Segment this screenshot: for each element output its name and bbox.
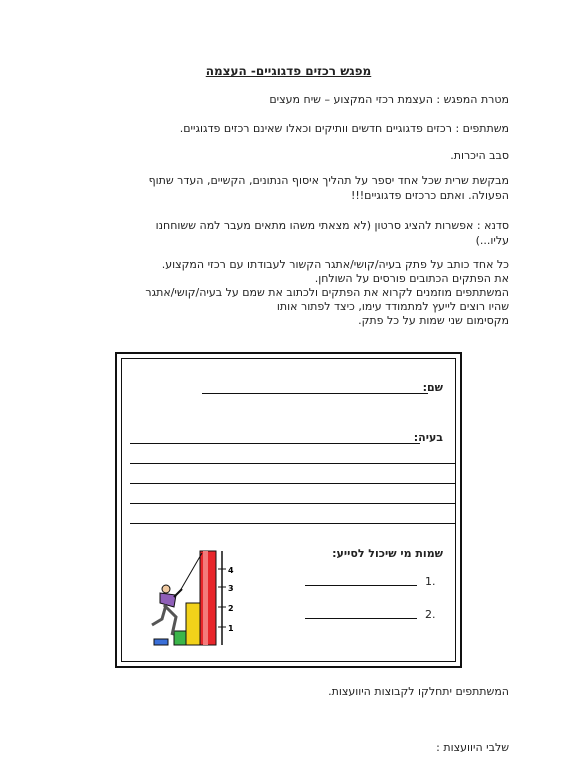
problem-line-5[interactable] bbox=[130, 523, 456, 524]
request-line-2: הפעולה. ואתם כרכזים פדגוגיים!!! bbox=[350, 189, 509, 202]
request-line-1: מבקשת שרית שכל אחד יספר על תהליך איסוף הנתונים, הקשיים, העדר שתוף bbox=[148, 174, 509, 187]
climber-bar-chart-illustration bbox=[142, 545, 252, 647]
helper-line-1[interactable] bbox=[305, 585, 417, 586]
problem-line-3[interactable] bbox=[130, 483, 456, 484]
name-line[interactable] bbox=[202, 393, 428, 394]
scale-label-2: 2 bbox=[228, 604, 234, 613]
scale-label-1: 1 bbox=[228, 624, 234, 633]
helper-number-1: 1. bbox=[425, 575, 436, 588]
paint-bucket-icon bbox=[154, 639, 168, 645]
consultation-stages: שלבי היוועצות : bbox=[436, 741, 509, 754]
yellow-bar bbox=[186, 603, 200, 645]
problem-line-1[interactable] bbox=[130, 443, 420, 444]
task-line-5: מקסימום שני שמות על כל פתק. bbox=[358, 314, 509, 327]
problem-line-2[interactable] bbox=[130, 463, 456, 464]
task-line-2: את הפתקים הכתובים פורסים על השולחן. bbox=[314, 272, 509, 285]
meeting-goal: מטרת המפגש : העצמת רכזי המקצוע – שיח מעצים bbox=[269, 93, 509, 106]
workshop-option-line-2: עליו...) bbox=[475, 234, 509, 247]
problem-line-4[interactable] bbox=[130, 503, 456, 504]
participants-line: משתתפים : רכזים פדגוגיים חדשים וותיקים וכאלו שאינם רכזים פדגוגיים. bbox=[179, 122, 509, 135]
name-label: שם: bbox=[422, 381, 443, 394]
note-card-frame bbox=[115, 352, 462, 668]
problem-label: בעיה: bbox=[413, 431, 443, 444]
scale-label-3: 3 bbox=[228, 584, 234, 593]
helpers-label: שמות מי שיכול לסייע: bbox=[332, 547, 443, 560]
climber-arm bbox=[174, 589, 182, 597]
intro-round: סבב היכרות. bbox=[450, 149, 509, 162]
climber-head bbox=[162, 585, 170, 593]
helper-number-2: 2. bbox=[425, 608, 436, 621]
document-title: מפגש רכזים פדגוגיים- העצמה bbox=[205, 64, 372, 78]
scale-label-4: 4 bbox=[228, 566, 234, 575]
task-line-4: שהיו רוצים לייעץ למתמודד עימו, כיצד לפתור אותו bbox=[276, 300, 509, 313]
workshop-option-line-1: סדנא : אפשרות להציג סרטון (לא מצאתי משהו מתאים מעבר למה ששוחחנו bbox=[155, 219, 509, 232]
red-bar-highlight bbox=[203, 551, 208, 645]
task-line-3: המשתתפים מוזמנים לקרוא את הפתקים ולכתוב את שמם על בעיה/קושי/אתגר bbox=[145, 286, 509, 299]
note-card-inner-border bbox=[121, 358, 456, 662]
green-bar bbox=[174, 631, 186, 645]
climbing-rope bbox=[180, 553, 202, 591]
task-line-1: כל אחד כותב על פתק בעיה/קושי/אתגר הקשור לעבודתו עם רכזי המקצוע. bbox=[161, 258, 509, 271]
climber-leg-back bbox=[152, 605, 166, 625]
climber-shirt bbox=[160, 593, 176, 607]
after-frame-line: המשתתפים יתחלקו לקבוצות היוועצות. bbox=[328, 685, 509, 698]
helper-line-2[interactable] bbox=[305, 618, 417, 619]
